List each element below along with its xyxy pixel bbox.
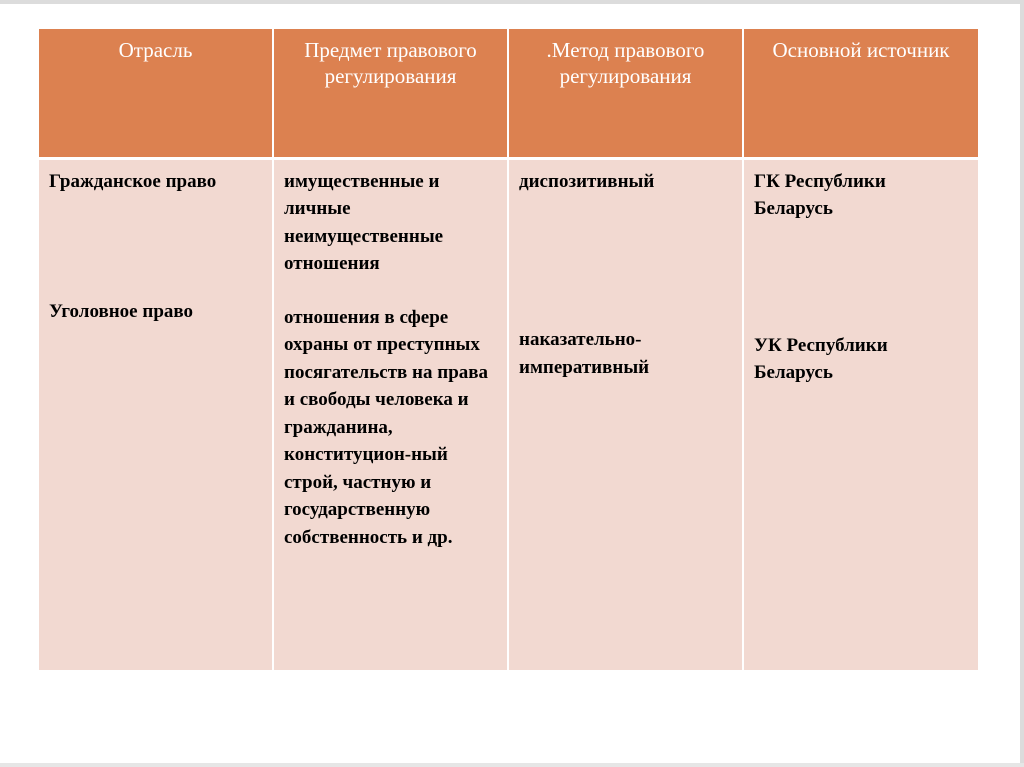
subject-criminal-law: отношения в сфере охраны от преступных посягательств на права и свободы человека и гражданина, конституцион-ный строй, частную и государственную собственность и др. [284, 306, 489, 548]
method-civil-law: диспозитивный [519, 170, 655, 192]
branch-civil-law: Гражданское право [49, 170, 217, 192]
cell-source [743, 158, 978, 670]
slide-border-top [0, 0, 1024, 4]
header-source: Основной источник [743, 29, 978, 158]
header-branch: Отрасль [39, 29, 273, 158]
cell-subject [273, 158, 508, 670]
method-criminal-law: наказательно-императивный [519, 329, 650, 378]
cell-method [508, 158, 743, 670]
header-subject: Предмет правового регулирования [273, 29, 508, 158]
source-civil-law: ГК Республики Беларусь [754, 170, 886, 219]
subject-civil-law: имущественные и личные неимущественные отношения [284, 170, 444, 274]
cell-branch [39, 158, 273, 670]
branch-criminal-law: Уголовное право [49, 301, 194, 322]
table-header-row [39, 29, 978, 158]
slide-border-right [1020, 0, 1024, 767]
law-branches-table [39, 29, 978, 670]
table-row [39, 158, 978, 670]
slide-border-bottom [0, 763, 1024, 767]
source-criminal-law: УК Республики Беларусь [754, 334, 888, 383]
header-method: .Метод правового регулирования [508, 29, 743, 158]
